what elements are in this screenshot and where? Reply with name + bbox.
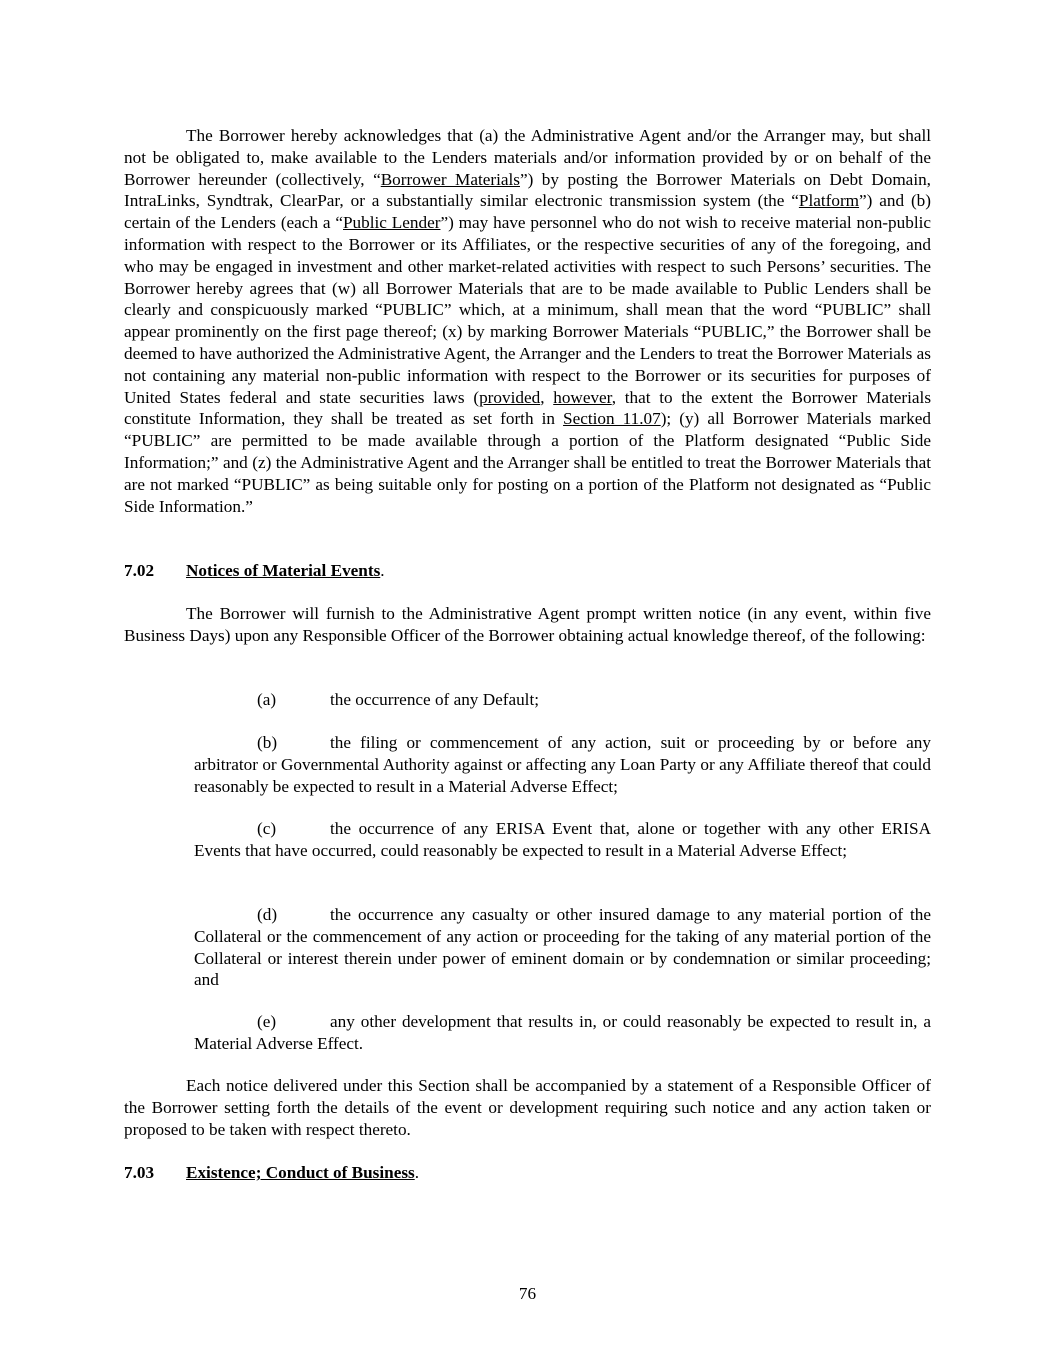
item-label: (b) <box>257 733 278 752</box>
page-number: 76 <box>518 1284 537 1303</box>
term-provided: provided <box>479 387 541 407</box>
list-item-b <box>194 732 931 797</box>
item-text: the occurrence any casualty or other insured damage to any material portion of the Collateral or the commencement of any action or proceeding for the taking of any material portion of the Collateral or interest therein under power of eminent domain or by condemnation or similar proceeding; and <box>194 905 931 990</box>
section-heading-7-02: 7.02 Notices of Material Events. <box>124 561 385 580</box>
defined-term-platform: Platform <box>798 191 860 211</box>
list-item-e <box>194 1011 931 1055</box>
section-title: Existence; Conduct of Business <box>186 1163 415 1182</box>
item-label: (c) <box>257 819 277 838</box>
section-number: 7.02 <box>124 561 155 580</box>
defined-term-public-lender: Public Lender <box>343 213 441 233</box>
item-text: the occurrence of any Default; <box>330 690 540 709</box>
list-item-d <box>194 904 931 991</box>
list-item-c <box>194 818 931 862</box>
paragraph-each-notice: Each notice delivered under this Section shall be accompanied by a statement of a Responsible Officer of the Borrower setting forth the details of the event or development requiring such notice and any action taken or proposed to be taken with respect thereto. <box>124 1076 931 1139</box>
paragraph-borrower-materials: The Borrower hereby acknowledges that (a) the Administrative Agent and/or the Arranger may, but shall not be obligated to, make available to the Lenders materials and/or information provided by or on behalf of the Borrower hereunder (collectively, “Borrower Materials”) by posting the Borrower Materials on Debt Domain, IntraLinks, Syndtrak, ClearPar, or a substantially similar electronic transmission system (the “Platform”) and (b) certain of the Lenders (each a “Public Lender”) may have personnel who do not wish to receive material non-public information with respect to the Borrower or its Affiliates, or the respective securities of any of the foregoing, and who may be engaged in investment and other market-related activities with respect to such Persons’ securities. The Borrower hereby agrees that (w) all Borrower Materials that are to be made available to Public Lenders shall be clearly and conspicuously marked “PUBLIC” which, at a minimum, shall mean that the word “PUBLIC” shall appear prominently on the first page thereof; (x) by marking Borrower Materials “PUBLIC,” the Borrower shall be deemed to have authorized the Administrative Agent, the Arranger and the Lenders to treat the Borrower Materials as not containing any material non-public information with respect to the Borrower or its securities for purposes of United States federal and state securities laws (provided, however, that to the extent the Borrower Materials constitute Information, they shall be treated as set forth in Section 11.07); (y) all Borrower Materials marked “PUBLIC” are permitted to be made available through a portion of the Platform designated “Public Side Information;” and (z) the Administrative Agent and the Arranger shall be entitled to treat the Borrower Materials that are not marked “PUBLIC” as being suitable only for posting on a portion of the Platform not designated as “Public Side Information.” <box>124 126 932 516</box>
item-text: any other development that results in, or could reasonably be expected to result in, a Material Adverse Effect. <box>194 1012 931 1053</box>
item-label: (e) <box>257 1012 277 1031</box>
section-reference-11-07: Section 11.07 <box>563 409 661 429</box>
paragraph-notice-intro: The Borrower will furnish to the Administrative Agent prompt written notice (in any event, within five Business Days) upon any Responsible Officer of the Borrower obtaining actual knowledge thereof, of the following: <box>124 604 931 645</box>
defined-term-borrower-materials: Borrower Materials <box>380 169 520 189</box>
section-title: Notices of Material Events <box>186 561 381 580</box>
item-text: the occurrence of any ERISA Event that, alone or together with any other ERISA Events that have occurred, could reasonably be expected to result in a Material Adverse Effect; <box>194 819 931 860</box>
item-label: (d) <box>257 905 278 924</box>
list-item-a <box>194 689 931 711</box>
item-label: (a) <box>257 690 277 709</box>
section-number: 7.03 <box>124 1163 155 1182</box>
item-text: the filing or commencement of any action, suit or proceeding by or before any arbitrator or Governmental Authority against or affecting any Loan Party or any Affiliate thereof that could reasonably be expected to result in a Material Adverse Effect; <box>194 733 931 796</box>
section-heading-7-03: 7.03 Existence; Conduct of Business. <box>124 1163 420 1182</box>
term-however: however <box>553 387 612 407</box>
